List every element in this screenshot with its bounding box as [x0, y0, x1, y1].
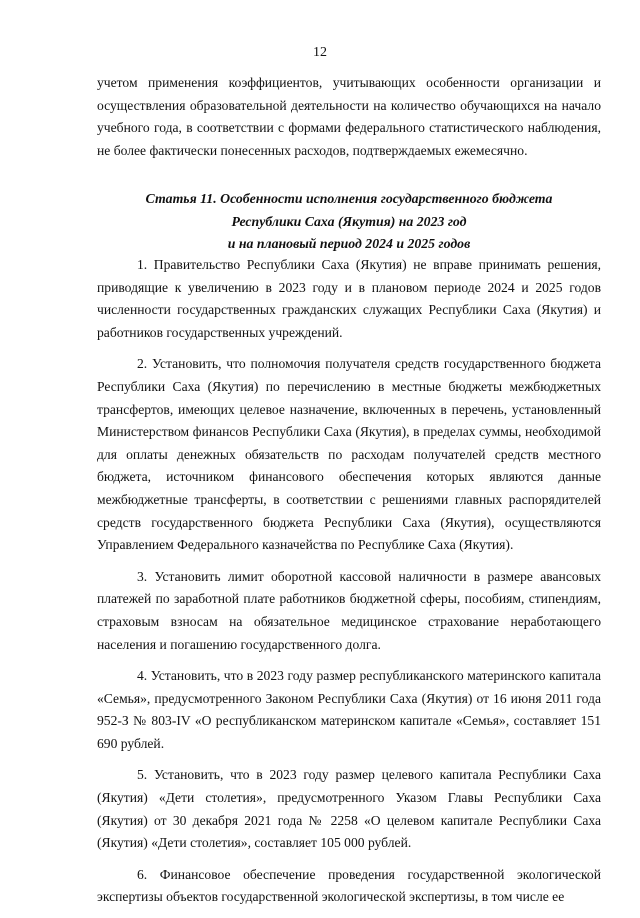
article-title-line-1: Статья 11. Особенности исполнения государственного бюджета — [145, 191, 553, 206]
article-item-6: 6. Финансовое обеспечение проведения государственной экологической экспертизы объектов государственной экологической экспертизы, в том числе ее — [97, 866, 601, 905]
article-item-4: 4. Установить, что в 2023 году размер республиканского материнского капитала «Семья», предусмотренного Законом Республики Саха (Якутия) от 16 июня 2011 года 952-З № 803-IV «О республиканском материнском капитале «Семья», составляет 151 690 рублей. — [97, 668, 601, 751]
article-item-5: 5. Установить, что в 2023 году размер целевого капитала Республики Саха (Якутия) «Дети столетия», предусмотренного Указом Главы Республики Саха (Якутия) от 30 декабря 2021 года № 2258 «О целевом капитале Республики Саха (Якутия) «Дети столетия», составляет 105 000 рублей. — [97, 767, 601, 851]
article-title-line-2: Республики Саха (Якутия) на 2023 год — [231, 213, 467, 229]
article-title-line-3: и на плановый период 2024 и 2025 годов — [227, 236, 471, 251]
article-item-2: 2. Установить, что полномочия получателя средств государственного бюджета Республики Саха (Якутия) по перечислению в местные бюджеты межбюджетных трансфертов, имеющих целевое назначение, включенных в перечень, установленный Министерством финансов Республики Саха (Якутия), в пределах суммы, необходимой для оплаты денежных обязательств по расходам получателей средств местного бюджета, источником финансового обеспечения которых являются данные межбюджетные трансферты, в соответствии с решениями главных распорядителей средств государственного бюджета Республики Саха (Якутия), осуществляются Управлением Федерального казначейства по Республике Саха (Якутия). — [97, 356, 601, 553]
page-number: 12 — [313, 45, 327, 60]
article-item-3: 3. Установить лимит оборотной кассовой наличности в размере авансовых платежей по заработной плате работников бюджетной сферы, пособиям, стипендиям, страховым взносам на обязательное медицинское страхование неработающего населения и погашению государственного долга. — [97, 568, 601, 652]
article-items — [97, 254, 601, 918]
article-heading — [97, 188, 601, 256]
article-item-1: 1. Правительство Республики Саха (Якутия) не вправе принимать решения, приводящие к увеличению в 2023 году и в плановом периоде 2024 и 2025 годов численности государственных гражданских служащих Республики Саха (Якутия) и работников государственных учреждений. — [97, 257, 601, 340]
continuation-paragraph: учетом применения коэффициентов, учитывающих особенности организации и осуществления образовательной деятельности на количество обучающихся на начало учебного года, в соответствии с формами федерального статистического наблюдения, не более фактически понесенных расходов, подтверждаемых ежемесячно. — [97, 75, 601, 158]
